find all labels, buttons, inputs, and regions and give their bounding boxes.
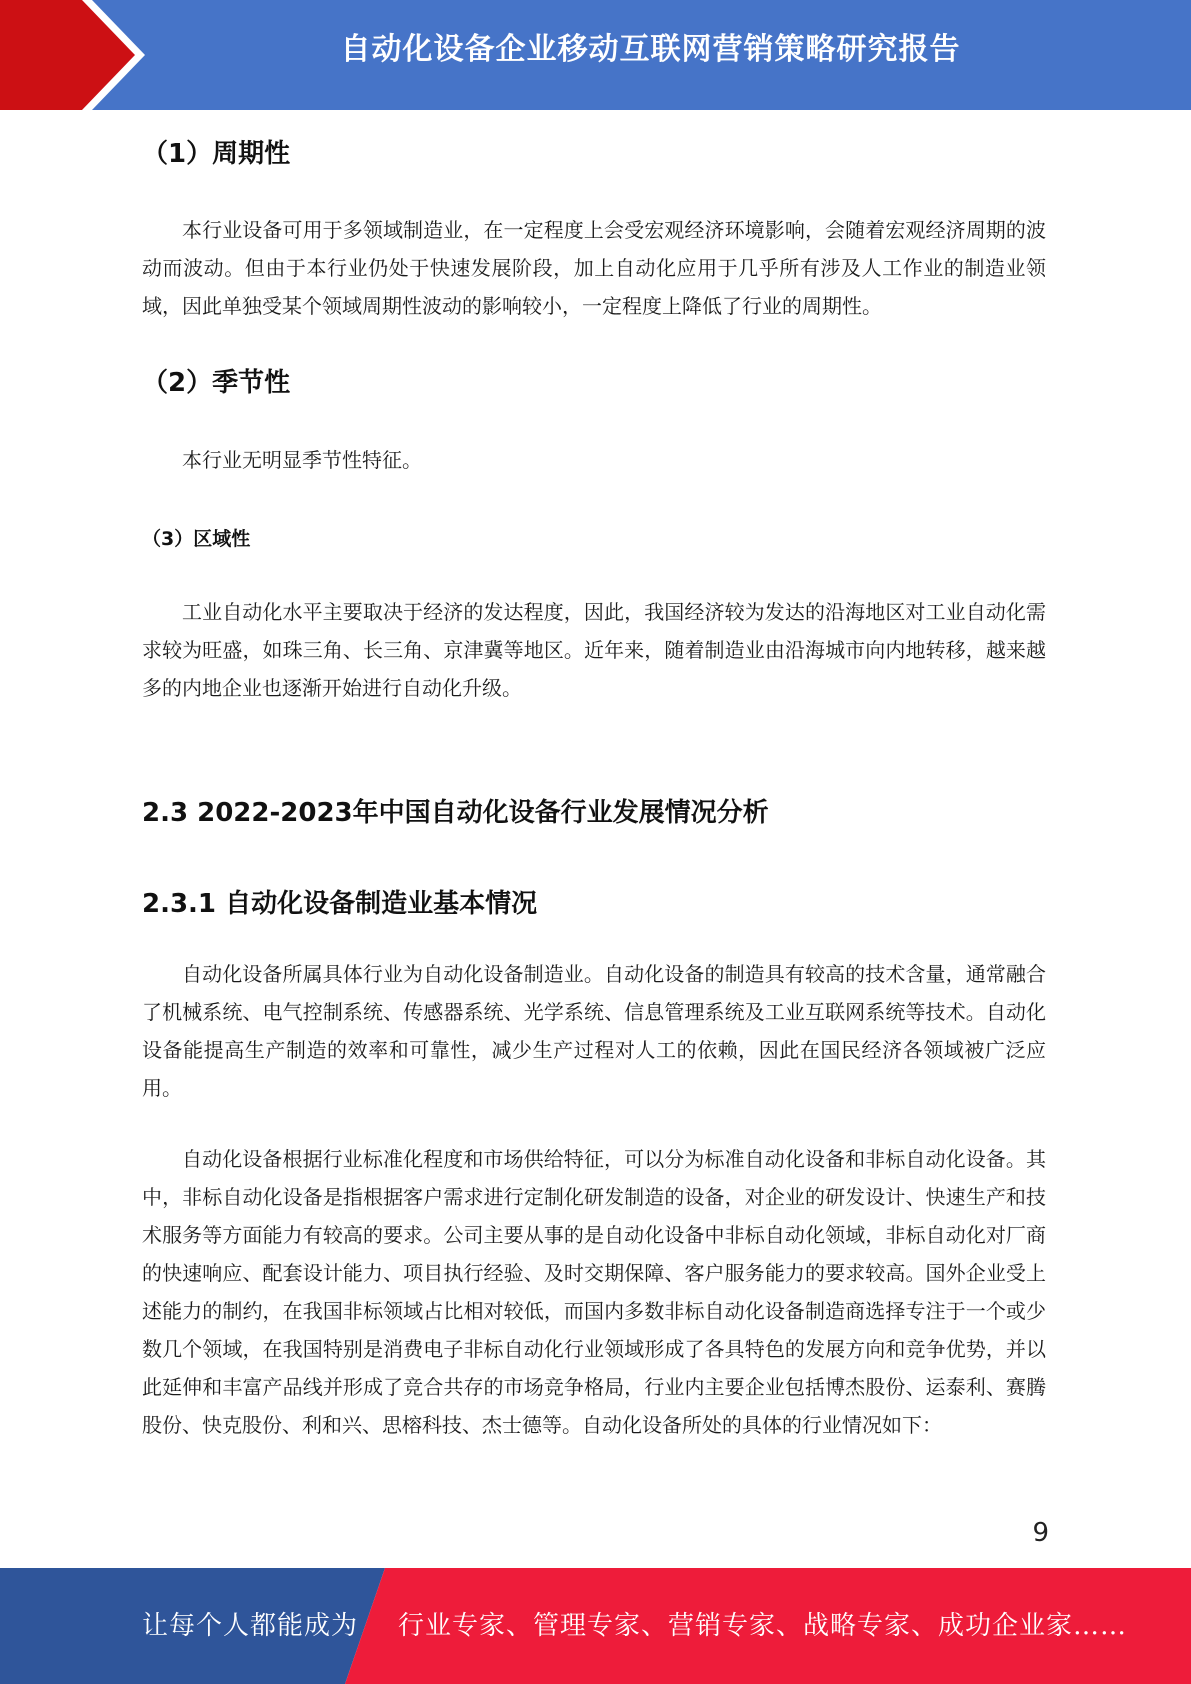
report-title: 自动化设备企业移动互联网营销策略研究报告 (340, 32, 961, 67)
footer-slogan-left: 让每个人都能成为 (142, 1611, 359, 1641)
page-footer (0, 1568, 1191, 1684)
paragraph-regionality: 工业自动化水平主要取决于经济的发达程度，因此，我国经济较为发达的沿海地区对工业自动化需求较为旺盛，如珠三角、长三角、京津冀等地区。近年来，随着制造业由沿海城市向内地转移，越来越多的内地企业也逐渐开始进行自动化升级。 (142, 600, 1046, 700)
page-header (0, 0, 1191, 110)
paragraph-seasonality: 本行业无明显季节性特征。 (182, 448, 422, 472)
paragraph-cyclicality: 本行业设备可用于多领域制造业，在一定程度上会受宏观经济环境影响，会随着宏观经济周期的波动而波动。但由于本行业仍处于快速发展阶段，加上自动化应用于几乎所有涉及人工作业的制造业领域，因此单独受某个领域周期性波动的影响较小，一定程度上降低了行业的周期性。 (142, 218, 1046, 318)
footer-slogan-right: 行业专家、管理专家、营销专家、战略专家、成功企业家…… (398, 1611, 1128, 1641)
header-chevron-icon (0, 0, 160, 110)
paragraph-2-3-1-intro: 自动化设备所属具体行业为自动化设备制造业。自动化设备的制造具有较高的技术含量，通常融合了机械系统、电气控制系统、传感器系统、光学系统、信息管理系统及工业互联网系统等技术。自动化设备能提高生产制造的效率和可靠性，减少生产过程对人工的依赖，因此在国民经济各领域被广泛应用。 (142, 962, 1046, 1100)
section-heading-2-3-1: 2.3.1 自动化设备制造业基本情况 (142, 889, 538, 919)
paragraph-2-3-1-classification: 自动化设备根据行业标准化程度和市场供给特征，可以分为标准自动化设备和非标自动化设备。其中，非标自动化设备是指根据客户需求进行定制化研发制造的设备，对企业的研发设计、快速生产和技术服务等方面能力有较高的要求。公司主要从事的是自动化设备中非标自动化领域，非标自动化对厂商的快速响应、配套设计能力、项目执行经验、及时交期保障、客户服务能力的要求较高。国外企业受上述能力的制约，在我国非标领域占比相对较低，而国内多数非标自动化设备制造商选择专注于一个或少数几个领域，在我国特别是消费电子非标自动化行业领域形成了各具特色的发展方向和竞争优势，并以此延伸和丰富产品线并形成了竞合共存的市场竞争格局，行业内主要企业包括博杰股份、运泰利、赛腾股份、快克股份、利和兴、思榕科技、杰士德等。自动化设备所处的具体的行业情况如下： (142, 1147, 1046, 1437)
page-number: 9 (1032, 1518, 1049, 1548)
heading-regionality: （3）区域性 (142, 528, 251, 550)
section-heading-2-3: 2.3 2022-2023年中国自动化设备行业发展情况分析 (142, 798, 769, 828)
heading-seasonality: （2）季节性 (142, 368, 291, 398)
heading-cyclicality: （1）周期性 (142, 139, 291, 169)
